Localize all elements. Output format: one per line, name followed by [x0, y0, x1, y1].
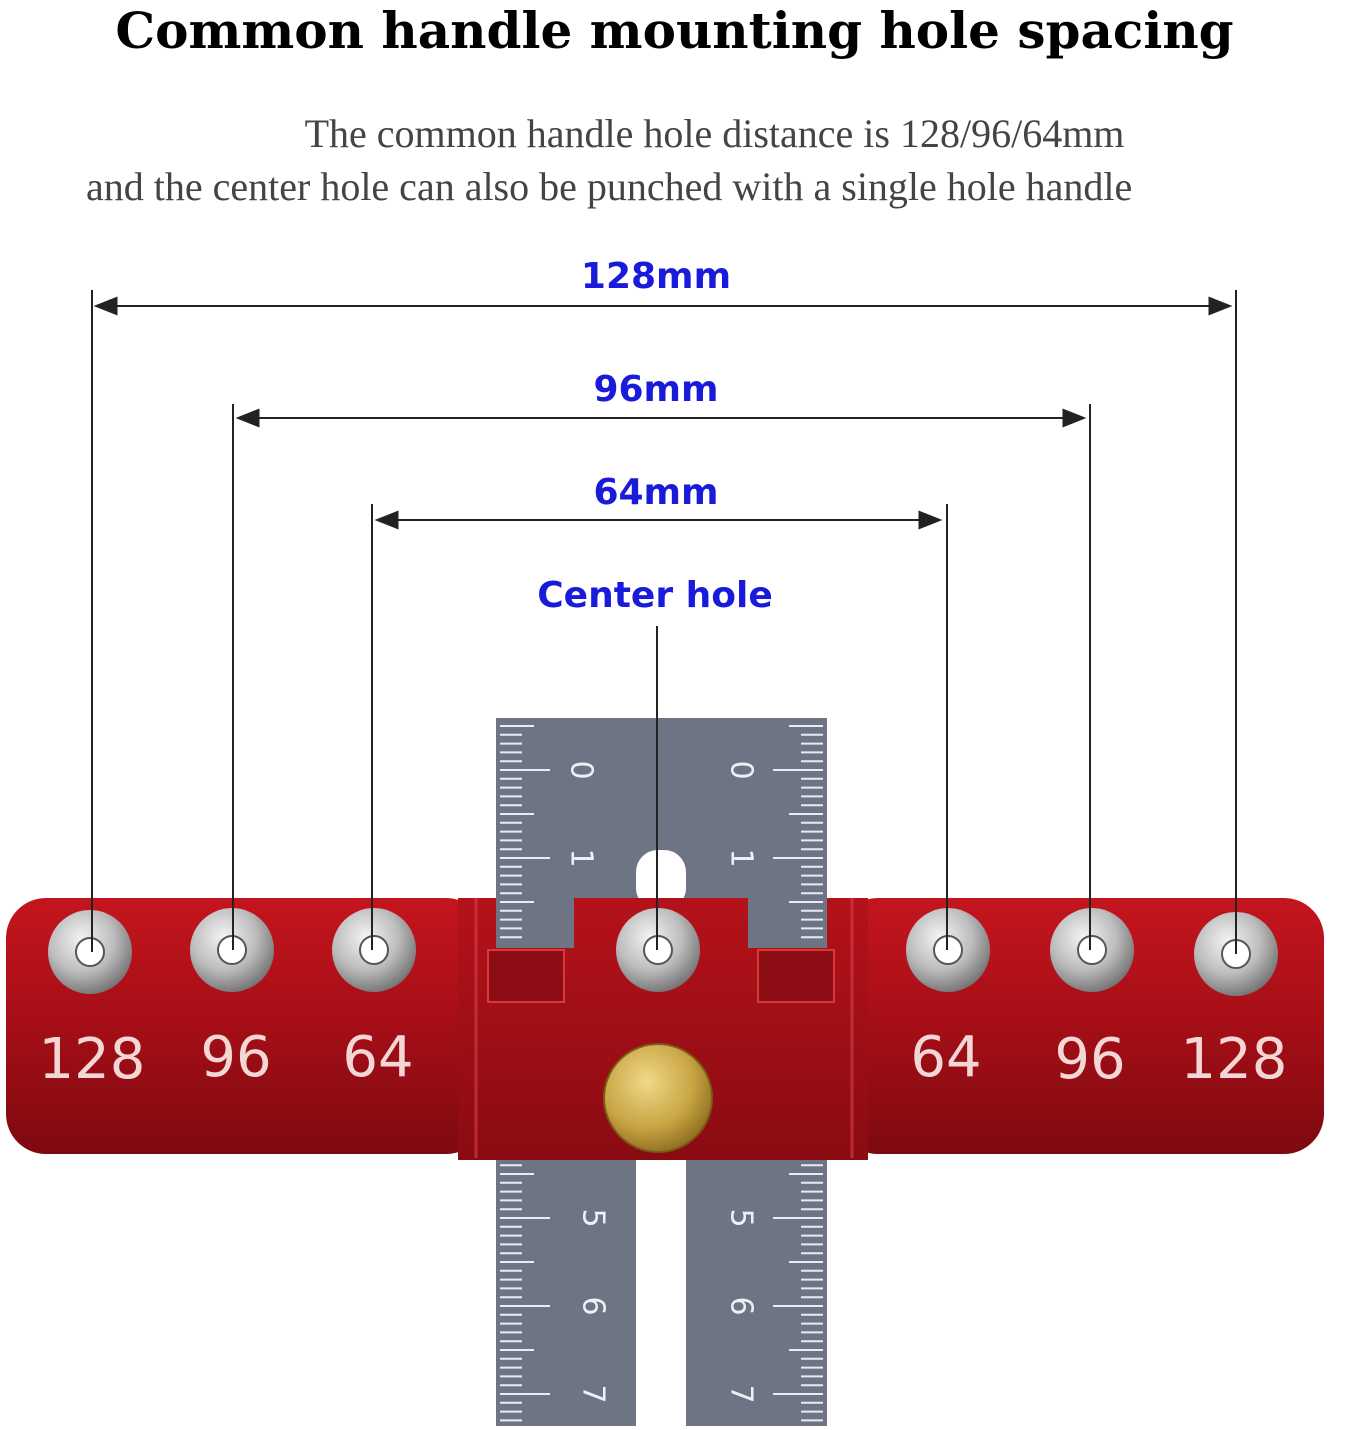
hole-right-96 — [1050, 908, 1134, 992]
jig-notch-left — [488, 950, 564, 1002]
ruler-label-1-right: 1 — [723, 848, 759, 868]
center-hole-label: Center hole — [537, 575, 773, 616]
ruler-label-7-left: 7 — [575, 1384, 611, 1404]
subtitle-line-1: The common handle hole distance is 128/96/64mm — [304, 111, 1125, 156]
ruler-label-0-right: 0 — [723, 760, 759, 780]
ruler-label-1-left: 1 — [563, 848, 599, 868]
ruler-label-5-left: 5 — [575, 1208, 611, 1228]
hole-label-left-128: 128 — [38, 1027, 146, 1092]
hole-label-right-64: 64 — [910, 1025, 982, 1090]
ruler-label-5-right: 5 — [723, 1208, 759, 1228]
hole-label-left-96: 96 — [200, 1025, 272, 1090]
brass-knob — [604, 1044, 712, 1152]
dimension-label-64: 64mm — [593, 472, 719, 513]
hole-left-64 — [332, 908, 416, 992]
page-title: Common handle mounting hole spacing — [115, 1, 1234, 60]
ruler-label-0-left: 0 — [563, 760, 599, 780]
subtitle-line-2: and the center hole can also be punched with a single hole handle — [86, 164, 1133, 209]
hole-label-right-128: 128 — [1180, 1027, 1288, 1092]
ruler-label-7-right: 7 — [723, 1384, 759, 1404]
hole-label-right-96: 96 — [1054, 1027, 1126, 1092]
dimension-label-128: 128mm — [580, 256, 732, 297]
ruler-label-6-left: 6 — [575, 1296, 611, 1316]
dimension-label-96: 96mm — [593, 369, 719, 410]
hole-label-left-64: 64 — [342, 1025, 414, 1090]
ruler-label-6-right: 6 — [723, 1296, 759, 1316]
jig-notch-right — [758, 950, 834, 1002]
hole-left-128 — [48, 910, 132, 994]
